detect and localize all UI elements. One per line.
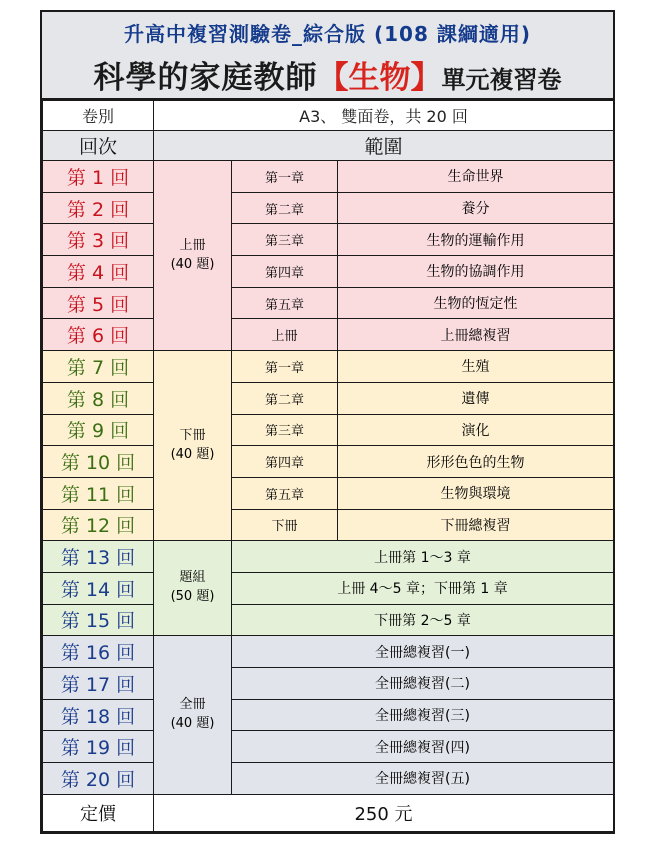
table-row	[43, 668, 614, 700]
topic-cell: 生物的恆定性	[338, 287, 614, 319]
chapter-cell: 上冊	[232, 319, 338, 351]
table-row	[43, 287, 614, 319]
topic-cell: 演化	[338, 414, 614, 446]
chapter-cell: 第一章	[232, 351, 338, 383]
episode-cell: 第 3 回	[43, 224, 154, 256]
group-lower-name: 下冊	[179, 427, 206, 443]
topic-cell: 形形色色的生物	[338, 446, 614, 478]
chapter-cell: 第三章	[232, 414, 338, 446]
table-row	[43, 477, 614, 509]
subject-title: 【生物】	[317, 60, 442, 96]
table-row	[43, 224, 614, 256]
topic-cell: 全冊總複習(三)	[232, 699, 614, 731]
episode-cell: 第 13 回	[43, 541, 154, 573]
episode-cell: 第 14 回	[43, 572, 154, 604]
series-subtitle: 升高中複習測驗卷_綜合版 (108 課綱適用)	[124, 22, 531, 46]
group-upper	[154, 161, 232, 351]
format-row	[43, 101, 614, 131]
chapter-cell: 第五章	[232, 287, 338, 319]
topic-cell: 下冊第 2～5 章	[232, 604, 614, 636]
chapter-cell: 第三章	[232, 224, 338, 256]
topic-cell: 全冊總複習(二)	[232, 668, 614, 700]
price-label: 定價	[43, 794, 154, 831]
column-header-episode: 回次	[43, 131, 154, 161]
title-suffix: 單元複習卷	[441, 65, 562, 94]
chapter-cell: 第四章	[232, 256, 338, 288]
review-sheet	[40, 10, 615, 834]
episode-cell: 第 6 回	[43, 319, 154, 351]
episode-cell: 第 20 回	[43, 763, 154, 795]
table-row	[43, 414, 614, 446]
chapter-cell: 下冊	[232, 509, 338, 541]
episode-cell: 第 16 回	[43, 636, 154, 668]
table-row	[43, 446, 614, 478]
chapter-cell: 第一章	[232, 161, 338, 193]
episode-cell: 第 12 回	[43, 509, 154, 541]
topic-cell: 生物與環境	[338, 477, 614, 509]
format-label: 卷別	[43, 101, 154, 131]
topic-cell: 遺傳	[338, 382, 614, 414]
topic-cell: 上冊 4～5 章；下冊第 1 章	[232, 572, 614, 604]
episode-cell: 第 17 回	[43, 668, 154, 700]
column-header-row	[43, 131, 614, 161]
brand-title: 科學的家庭教師	[93, 60, 318, 96]
topic-cell: 生命世界	[338, 161, 614, 193]
table-row	[43, 319, 614, 351]
group-mixed	[154, 541, 232, 636]
episode-cell: 第 5 回	[43, 287, 154, 319]
schedule-table	[42, 100, 614, 832]
column-header-scope: 範圍	[154, 131, 614, 161]
main-title	[42, 52, 613, 97]
chapter-cell: 第四章	[232, 446, 338, 478]
topic-cell: 上冊總複習	[338, 319, 614, 351]
episode-cell: 第 2 回	[43, 192, 154, 224]
episode-cell: 第 8 回	[43, 382, 154, 414]
group-upper-count: (40 題)	[170, 256, 215, 272]
group-lower	[154, 351, 232, 541]
topic-cell: 全冊總複習(四)	[232, 731, 614, 763]
episode-cell: 第 1 回	[43, 161, 154, 193]
table-row	[43, 572, 614, 604]
group-mixed-count: (50 題)	[170, 589, 215, 605]
group-mixed-name: 題組	[179, 570, 206, 586]
chapter-cell: 第二章	[232, 192, 338, 224]
sheet-header	[42, 12, 613, 100]
topic-cell: 全冊總複習(五)	[232, 763, 614, 795]
topic-cell: 下冊總複習	[338, 509, 614, 541]
format-value: A3、 雙面卷，共 20 回	[154, 101, 614, 131]
topic-cell: 生物的運輸作用	[338, 224, 614, 256]
table-row	[43, 541, 614, 573]
episode-cell: 第 19 回	[43, 731, 154, 763]
table-row	[43, 763, 614, 795]
table-row	[43, 192, 614, 224]
topic-cell: 生殖	[338, 351, 614, 383]
table-row	[43, 161, 614, 193]
table-row	[43, 604, 614, 636]
group-all-count: (40 題)	[170, 716, 215, 732]
episode-cell: 第 4 回	[43, 256, 154, 288]
group-all	[154, 636, 232, 794]
price-row	[43, 794, 614, 831]
episode-cell: 第 9 回	[43, 414, 154, 446]
topic-cell: 生物的協調作用	[338, 256, 614, 288]
episode-cell: 第 18 回	[43, 699, 154, 731]
table-row	[43, 699, 614, 731]
episode-cell: 第 11 回	[43, 477, 154, 509]
group-lower-count: (40 題)	[170, 446, 215, 462]
episode-cell: 第 7 回	[43, 351, 154, 383]
table-row	[43, 636, 614, 668]
topic-cell: 全冊總複習(一)	[232, 636, 614, 668]
episode-cell: 第 10 回	[43, 446, 154, 478]
topic-cell: 上冊第 1～3 章	[232, 541, 614, 573]
table-row	[43, 731, 614, 763]
table-row	[43, 382, 614, 414]
topic-cell: 養分	[338, 192, 614, 224]
price-value: 250 元	[154, 794, 614, 831]
chapter-cell: 第五章	[232, 477, 338, 509]
table-row	[43, 351, 614, 383]
chapter-cell: 第二章	[232, 382, 338, 414]
group-all-name: 全冊	[179, 697, 206, 713]
group-upper-name: 上冊	[179, 237, 206, 253]
table-row	[43, 509, 614, 541]
episode-cell: 第 15 回	[43, 604, 154, 636]
table-row	[43, 256, 614, 288]
